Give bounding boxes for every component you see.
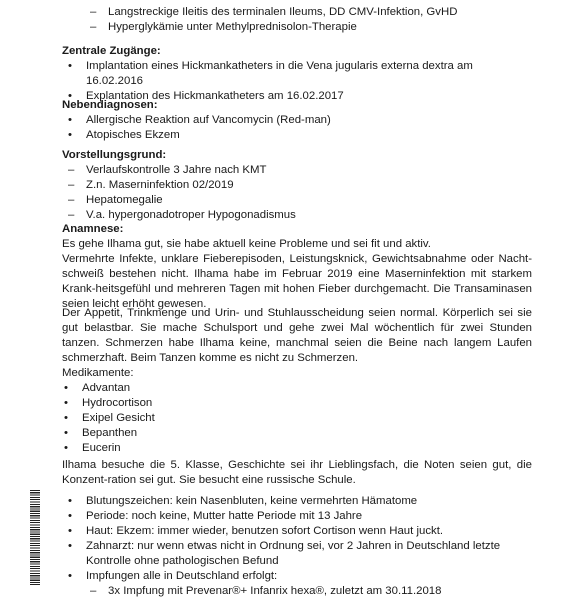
school-paragraph-block (62, 458, 532, 488)
diagnosis-continuation (62, 5, 532, 35)
list-item: • Bepanthen (62, 426, 532, 441)
section-vorstellungsgrund (62, 148, 532, 223)
list-item: • Allergische Reaktion auf Vancomycin (Red-man) (62, 113, 532, 128)
anamnese-paragraph-2: Vermehrte Infekte, unklare Fieberepisoden, Leistungsknick, Gewichtsabnahme oder Nacht-schweiß bestehen nicht. Ilhama habe im Februar 2019 eine Maserninfektion mit starkem Krank-heitsgefühl und mehreren Tagen mit hohen Fieber durchgemacht. Die Transaminasen seien leicht erhöht gewesen. (62, 253, 532, 310)
details-list (62, 494, 532, 584)
nebendiagnosen-list (62, 113, 532, 143)
section-anamnese (62, 222, 532, 312)
list-item: • Implantation eines Hickmankatheters in die Vena jugularis externa dextra am 16.02.2016 (62, 59, 532, 89)
list-item: • Advantan (62, 381, 532, 396)
list-item: • Blutungszeichen: kein Nasenbluten, keine vermehrten Hämatome (62, 494, 532, 509)
section-heading: Zentrale Zugänge: (62, 45, 161, 57)
list-item: • Exipel Gesicht (62, 411, 532, 426)
details-block (62, 494, 532, 599)
section-medikamente (62, 366, 532, 456)
barcode-strip (30, 490, 40, 585)
section-heading: Nebendiagnosen: (62, 99, 158, 111)
section-heading: Medikamente: (62, 367, 134, 379)
section-zugaenge (62, 44, 532, 104)
list-item: – V.a. hypergonadotroper Hypogonadismus (62, 208, 532, 223)
list-item: – Hyperglykämie unter Methylprednisolon-Therapie (62, 20, 532, 35)
list-item: – Langstreckige Ileitis des terminalen Ileums, DD CMV-Infektion, GvHD (62, 5, 532, 20)
section-nebendiagnosen (62, 98, 532, 143)
list-item: • Explantation des Hickmankatheters am 16.02.2017 (62, 89, 532, 104)
school-paragraph: Ilhama besuche die 5. Klasse, Geschichte sei ihr Lieblingsfach, die Noten seien gut, die Konzent-ration sei gut. Sie besucht eine russische Schule. (62, 459, 532, 486)
list-item: • Periode: noch keine, Mutter hatte Periode mit 13 Jahre (62, 509, 532, 524)
list-item: – Verlaufskontrolle 3 Jahre nach KMT (62, 163, 532, 178)
list-item: • Zahnarzt: nur wenn etwas nicht in Ordnung sei, vor 2 Jahren in Deutschland letzte Kontrolle ohne pathologischen Befund (62, 539, 532, 569)
anamnese-paragraph-3: Der Appetit, Trinkmenge und Urin- und Stuhlausscheidung seien normal. Körperlich sei sie gut belastbar. Sie mache Schulsport und gehe zwei Mal wöchentlich für zwei Stunden tanzen. Schmerzen habe Ilhama keine, manchmal seien die Beine nach langem Laufen schmerzhaft. Beim Tanzen komme es nicht zu Schmerzen. (62, 307, 532, 364)
medikamente-list (62, 381, 532, 456)
list-item: • Impfungen alle in Deutschland erfolgt: (62, 569, 532, 584)
section-heading: Vorstellungsgrund: (62, 149, 167, 161)
list-item: • Haut: Ekzem: immer wieder, benutzen sofort Cortison wenn Haut juckt. (62, 524, 532, 539)
vorstellungsgrund-list (62, 163, 532, 223)
list-item: – Z.n. Maserninfektion 02/2019 (62, 178, 532, 193)
anamnese-paragraph-3-block (62, 306, 532, 366)
list-item: • Atopisches Ekzem (62, 128, 532, 143)
details-sublist (62, 584, 532, 599)
list-item: • Eucerin (62, 441, 532, 456)
diagnosis-sublist (62, 5, 532, 35)
list-item: • Hydrocortison (62, 396, 532, 411)
list-item: – Hepatomegalie (62, 193, 532, 208)
list-item: – 3x Impfung mit Prevenar®+ Infanrix hexa®, zuletzt am 30.11.2018 (62, 584, 532, 599)
section-heading: Anamnese: (62, 223, 124, 235)
anamnese-paragraph-1: Es gehe Ilhama gut, sie habe aktuell keine Probleme und sei fit und aktiv. (62, 238, 431, 250)
